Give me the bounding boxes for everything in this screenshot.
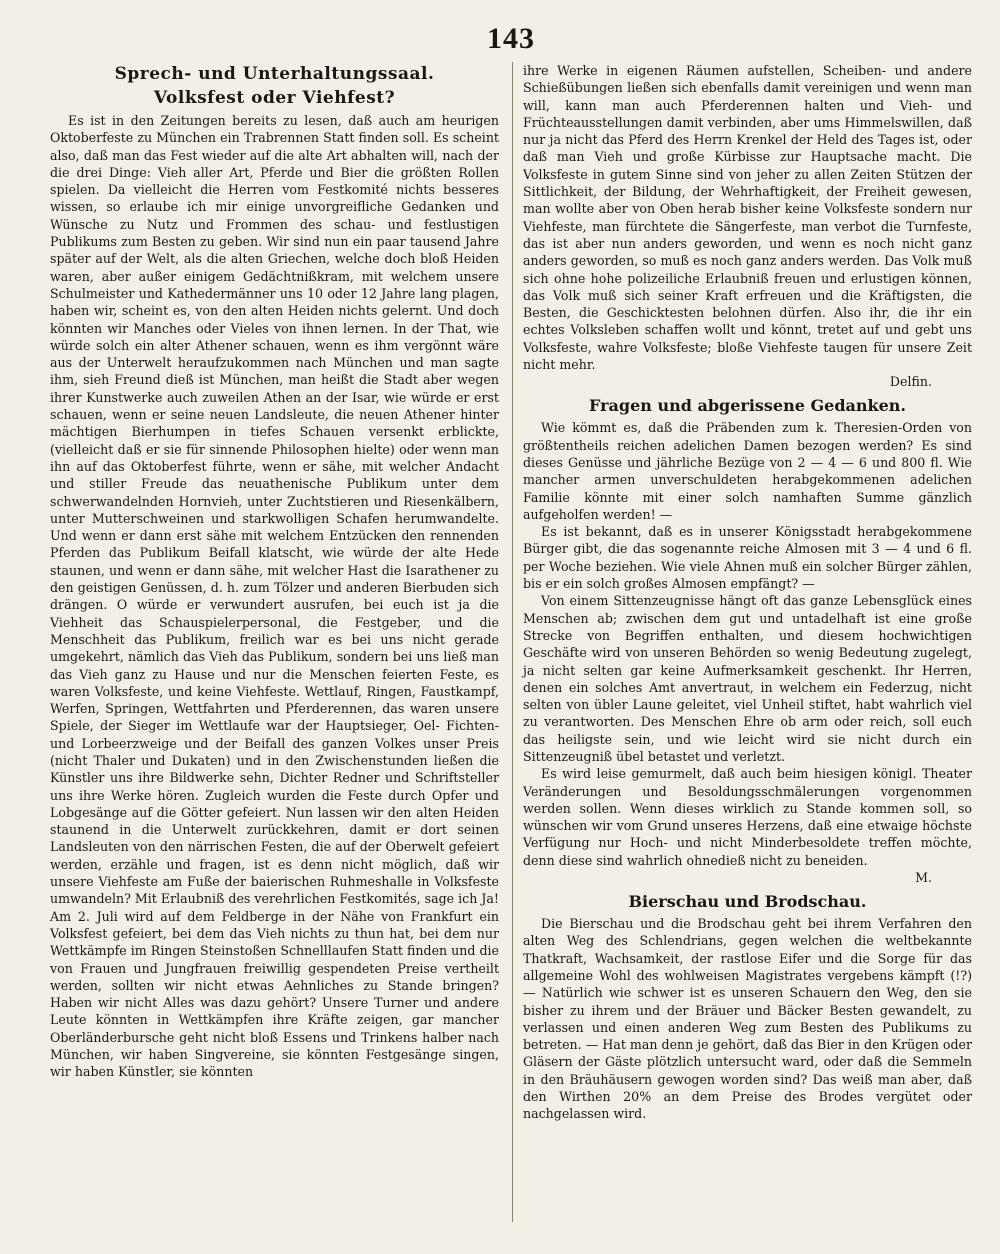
article3 bbox=[523, 892, 972, 1123]
page-number: 143 bbox=[487, 22, 535, 55]
article1-title: Volksfest oder Viehfest? bbox=[153, 88, 396, 108]
two-column-layout bbox=[50, 62, 972, 1129]
article1-signature: Delfin. bbox=[889, 374, 932, 390]
article1-paragraph-left: Es ist in den Zeitungen bereits zu lesen, daß auch am heurigen Oktoberfeste zu München ein Trabrennen Statt finden soll. Es scheint also, daß man das Fest wieder auf die alte Art abhalten will, nach der die drei Dinge: Vieh aller Art, Pferde und Bier die größten Rollen spielen. Da vielleicht die Herren vom Festkomité nichts besseres wissen, so erlaube ich mir einige unvorgreifliche Gedanken und Wünsche zu Nutz und Frommen des schau- und festlustigen Publikums zum Besten zu geben. Wir sind nun ein paar tausend Jahre später auf der Welt, als die alten Griechen, welche doch bloß Heiden waren, aber außer einigem Gedächtnißkram, mit welchem unsere Schulmeister und Kathedermänner uns 10 oder 12 Jahre lang plagen, haben wir, scheint es, von den alten Heiden nichts gelernt. Und doch könnten wir Manches oder Vieles von ihnen lernen. In der That, wie würde solch ein alter Athener schauen, wenn es ihm vergönnt wäre aus der Unterwelt heraufzukommen nach München und man sagte ihm, sieh Freund dieß ist München, man heißt die Stadt aber wegen ihrer Kunstwerke auch zuweilen Athen an der Isar, wie würde er erst schauen, wenn er seine neuen Landsleute, die neuen Athener hinter mächtigen Bierhumpen in tiefes Schauen versenkt erblickte, (vielleicht daß er sie für sinnende Philosophen hielte) oder wenn man ihn auf das Oktoberfest führte, wenn er sähe, mit welcher Andacht und stiller Freude das neuathenische Publikum unter dem schwerwandelnden Hornvieh, unter Zuchtstieren und Riesenkälbern, unter Mutterschweinen und starkwolligen Schafen herumwandelte. Und wenn er dann erst sähe mit welchem Entzücken den rennenden Pferden das Publikum Beifall klatscht, wie würde der alte Hede staunen, und wenn er dann sähe, mit welcher Hast die Isarathener zu den geistigen Genüssen, d. h. zum Tölzer und anderen Bierbuden sich drängen. O würde er verwundert ausrufen, bei euch ist ja die Viehheit das Schauspielerpersonal, die Festgeber, und die Menschheit das Publikum, freilich war es bei uns nicht gerade umgekehrt, nämlich das Vieh das Publikum, sondern bei uns ließ man das Vieh ganz zu Hause und nur die Menschen feierten Feste, es waren Volksfeste, und keine Viehfeste. Wettlauf, Ringen, Faustkampf, Werfen, Springen, Wettfahrten und Pferderennen, das waren unsere Spiele, der Sieger im Wettlaufe war der Hauptsieger, Oel- Fichten- und Lorbeerzweige und der Beifall des ganzen Volkes unser Preis (nicht Thaler und Dukaten) und in den Zwischenstunden ließen die Künstler uns ihre Bildwerke sehn, Dichter Redner und Schriftsteller uns ihre Werke hören. Zugleich wurden die Feste durch Opfer und Lobgesänge auf die Götter gefeiert. Nun lassen wir den alten Heiden staunend in die Unterwelt zurückkehren, damit er dort seinen Landsleuten von den närrischen Festen, die auf der Oberwelt gefeiert werden, erzähle und fragen, ist es denn nicht möglich, daß wir unsere Viehfeste am Fuße der baierischen Ruhmeshalle in Volksfeste umwandeln? Mit Erlaubniß des verehrlichen Festkomités, sage ich Ja! Am 2. Juli wird auf dem Feldberge in der Nähe von Frankfurt ein Volksfest gefeiert, bei dem das Vieh nichts zu thun hat, bei dem nur Wettkämpfe im Ringen Steinstoßen Schnelllaufen Statt finden und die von Frauen und Jungfrauen freiwillig gespendeten Preise vertheilt werden, sollten wir nicht etwas Aehnliches zu Stande bringen? Haben wir nicht Alles was dazu gehört? Unsere Turner und andere Leute könnten in Wettkämpfen ihre Kräfte zeigen, gar mancher Oberländerbursche geht nicht bloß Essens und Trinkens halber nach München, wir haben Singvereine, sie könnten Festgesänge singen, wir haben Künstler, sie könnten bbox=[50, 113, 499, 1080]
article2-paragraph-4: Es wird leise gemurmelt, daß auch beim hiesigen königl. Theater Veränderungen und Besoldungsschmälerungen vorgenommen werden sollen. Wenn dieses wirklich zu Stande kommen soll, so wünschen wir vom Grund unseres Herzens, daß eine etwaige höchste Verfügung nur Hoch- und nicht Minderbesoldete treffen möchte, denn diese sind wahrlich ohnedieß nicht zu beneiden. bbox=[523, 766, 972, 868]
article2-paragraph-3: Von einem Sittenzeugnisse hängt oft das ganze Lebensglück eines Menschen ab; zwischen dem gut und untadelhaft ist eine große Strecke von Begriffen enthalten, und diesem hochwichtigen Geschäfte wird von unseren Behörden so wenig Bedeutung zugelegt, ja nicht selten gar keine Aufmerksamkeit geschenkt. Ihr Herren, denen ein solches Amt anvertraut, in welchem ein Federzug, nicht selten von übler Laune geleitet, viel Unheil stiftet, habt wahrlich viel zu verantworten. Des Menschen Ehre ob arm oder reich, soll euch das heiligste sein, und wie leicht wird sie nicht durch ein Sittenzeugniß übel betastet und verletzt. bbox=[523, 593, 972, 764]
article2-paragraph-1: Wie kömmt es, daß die Präbenden zum k. Theresien-Orden von größtentheils reichen adelichen Damen bezogen werden? Es sind dieses Genüsse und jährliche Bezüge von 2 — 4 — 6 und 800 fl. Wie mancher armen unverschuldeten herabgekommenen adelichen Familie könnte mit einer solch namhaften Summe gänzlich aufgeholfen werden! — bbox=[523, 420, 972, 522]
article3-paragraph-1: Die Bierschau und die Brodschau geht bei ihrem Verfahren den alten Weg des Schlendrians, gegen welchen die weltbekannte Thatkraft, Wachsamkeit, der rastlose Eifer und die Sorge für das allgemeine Wohl des wohlweisen Magistrates vergebens kämpft (!?) — Natürlich wie schwer ist es unseren Schauern den Weg, den sie bisher zu ihrem und der Bräuer und Bäcker Besten gewandelt, zu verlassen und einen anderen Weg zum Besten des Publikums zu betreten. — Hat man denn je gehört, daß das Bier in den Krügen oder Gläsern der Gäste plötzlich untersucht ward, oder daß die Semmeln in den Bräuhäusern gewogen worden sind? Das weiß man aber, daß den Wirthen 20% an dem Preise des Brodes vergütet oder nachgelassen wird. bbox=[523, 916, 972, 1122]
left-column bbox=[50, 62, 499, 1129]
article3-title: Bierschau und Brodschau. bbox=[628, 892, 867, 912]
section-title: Sprech- und Unterhaltungssaal. bbox=[114, 64, 435, 84]
article1-paragraph-right: ihre Werke in eigenen Räumen aufstellen, Scheiben- und andere Schießübungen ließen sich ebenfalls damit vereinigen und wenn man will, kann man auch Pferderennen halten und Vieh- und Früchteausstellungen damit verbinden, aber ums Himmelswillen, daß nur ja nicht das Pferd des Herrn Krenkel der Held des Tages ist, oder daß man Vieh und große Kürbisse zur Hauptsache macht. Die Volksfeste in gutem Sinne sind von jeher zu allen Zeiten Stützen der Sittlichkeit, der Bildung, der Wehrhaftigkeit, der Freiheit gewesen, man wollte aber von Oben herab bisher keine Volksfeste sondern nur Viehfeste, man fürchtete die Sängerfeste, man verbot die Turnfeste, das ist aber nun anders geworden, und wenn es noch nicht ganz anders geworden, so muß es noch ganz anders werden. Das Volk muß sich ohne hohe polizeiliche Erlaubniß freuen und erlustigen können, das Volk muß sich seiner Kraft erfreuen und die Kräftigsten, die Besten, die Geschicktesten belohnen dürfen. Also ihr, die ihr ein echtes Volksleben schaffen wollt und könnt, tretet auf und gebt uns Volksfeste, wahre Volksfeste; bloße Viehfeste taugen für unsere Zeit nicht mehr. bbox=[523, 63, 972, 373]
column-divider bbox=[512, 62, 513, 1222]
right-column bbox=[523, 62, 972, 1129]
article2 bbox=[523, 396, 972, 886]
article2-signature: M. bbox=[915, 870, 932, 886]
article2-title: Fragen und abgerissene Gedanken. bbox=[589, 396, 906, 416]
article2-paragraph-2: Es ist bekannt, daß es in unserer Königsstadt herabgekommene Bürger gibt, die das sogenannte reiche Almosen mit 3 — 4 und 6 fl. per Woche beziehen. Wie viele Ahnen muß ein solcher Bürger zählen, bis er ein solch großes Almosen empfängt? — bbox=[523, 524, 972, 592]
